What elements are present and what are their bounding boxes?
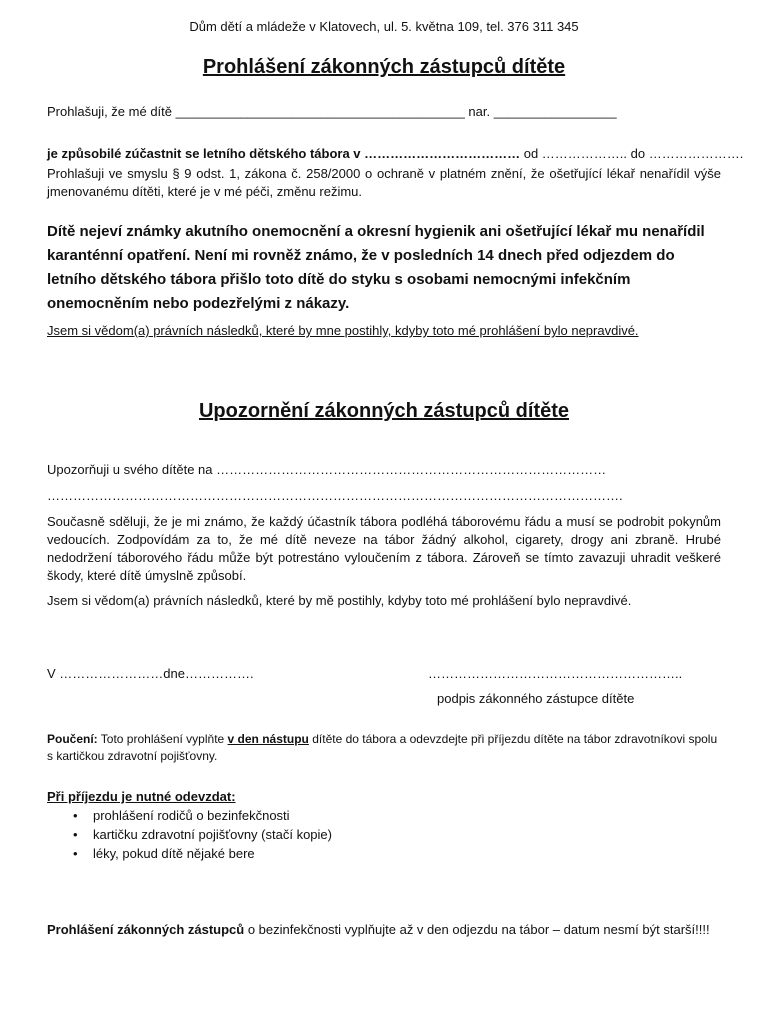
instruction-label: Poučení:: [47, 732, 98, 746]
awareness-statement-2: Jsem si vědom(a) právních následků, které by mě postihly, kdyby toto mé prohlášení bylo nepravdivé.: [47, 593, 632, 608]
organization-header: Dům dětí a mládeže v Klatovech, ul. 5. května 109, tel. 376 311 345: [189, 19, 579, 34]
child-name-line: Prohlašuji, že mé dítě ________________________________________ nar. _________________: [47, 104, 617, 119]
signature-line: …………………………………………………..: [428, 666, 683, 681]
camp-rules-paragraph: Současně sděluji, že je mi známo, že každý účastník tábora podléhá táborovému řádu a musí se podrobit pokynům vedoucích. Zodpovídám za to, že mé dítě neveze na tábor žádný alkohol, cigarety, drogy ani zbraně. Hrubé nedodržení táborového řádu může být potrestáno vyloučením z tábora. Zároveň se tímto zavazuji uhradit veškeré škody, které dítě úmyslně způsobí.: [47, 514, 721, 583]
health-warning: Dítě nejeví známky akutního onemocnění a okresní hygienik ani ošetřující lékař mu nenařídil karanténní opatření. Není mi rovněž známo, že v posledních 14 dnech před odjezdem do letního dětského tábora přišlo toto dítě do styku s osobami nemocnými infekčním onemocněním nebo podezřelými z nákazy.: [47, 223, 705, 312]
instruction-text-after: dítěte do tábora a odevzdejte při příjezdu dítěte na tábor zdravotníkovi spolu s kartičkou zdravotní pojišťovny.: [47, 732, 718, 763]
list-item: • prohlášení rodičů o bezinfekčnosti: [93, 806, 332, 825]
arrival-list: [47, 806, 332, 863]
place-date-line: V ……………………dne…………….: [47, 666, 254, 681]
declaration-title: Prohlášení zákonných zástupců dítěte: [202, 56, 566, 78]
arrival-heading: Při příjezdu je nutné odevzdat:: [47, 789, 236, 804]
signature-label: podpis zákonného zástupce dítěte: [437, 691, 635, 706]
notice-title: Upozornění zákonných zástupců dítěte: [198, 400, 570, 422]
instruction-text-before: Toto prohlášení vyplňte: [97, 732, 228, 746]
list-item: • kartičku zdravotní pojišťovny (stačí kopie): [93, 825, 332, 844]
camp-dates: od ……………….. do ………………….: [520, 146, 744, 161]
footer-note: [47, 921, 721, 939]
list-item: • léky, pokud dítě nějaké bere: [93, 844, 332, 863]
notice-dots-line: …………………………………………………………………………………………………………………….: [47, 488, 623, 503]
footer-note-text: o bezinfekčnosti vyplňujte až v den odjezdu na tábor – datum nesmí být starší!!!!: [244, 922, 710, 937]
camp-line: [47, 146, 743, 161]
instruction-paragraph: [47, 731, 721, 765]
awareness-statement-1: Jsem si vědom(a) právních následků, které by mne postihly, kdyby toto mé prohlášení bylo nepravdivé.: [47, 323, 639, 338]
footer-note-bold: Prohlášení zákonných zástupců: [47, 922, 245, 937]
legal-paragraph: Prohlašuji ve smyslu § 9 odst. 1, zákona č. 258/2000 o ochraně v platném znění, že ošetřující lékař nenařídil výše jmenovanému dítěti, které je v mé péči, změnu režimu.: [47, 166, 721, 199]
camp-line-bold: je způsobilé zúčastnit se letního dětského tábora v ………………………………: [47, 146, 521, 161]
notice-line: Upozorňuji u svého dítěte na ………………………………………………………………………………: [47, 462, 607, 477]
instruction-highlight: v den nástupu: [227, 732, 309, 746]
